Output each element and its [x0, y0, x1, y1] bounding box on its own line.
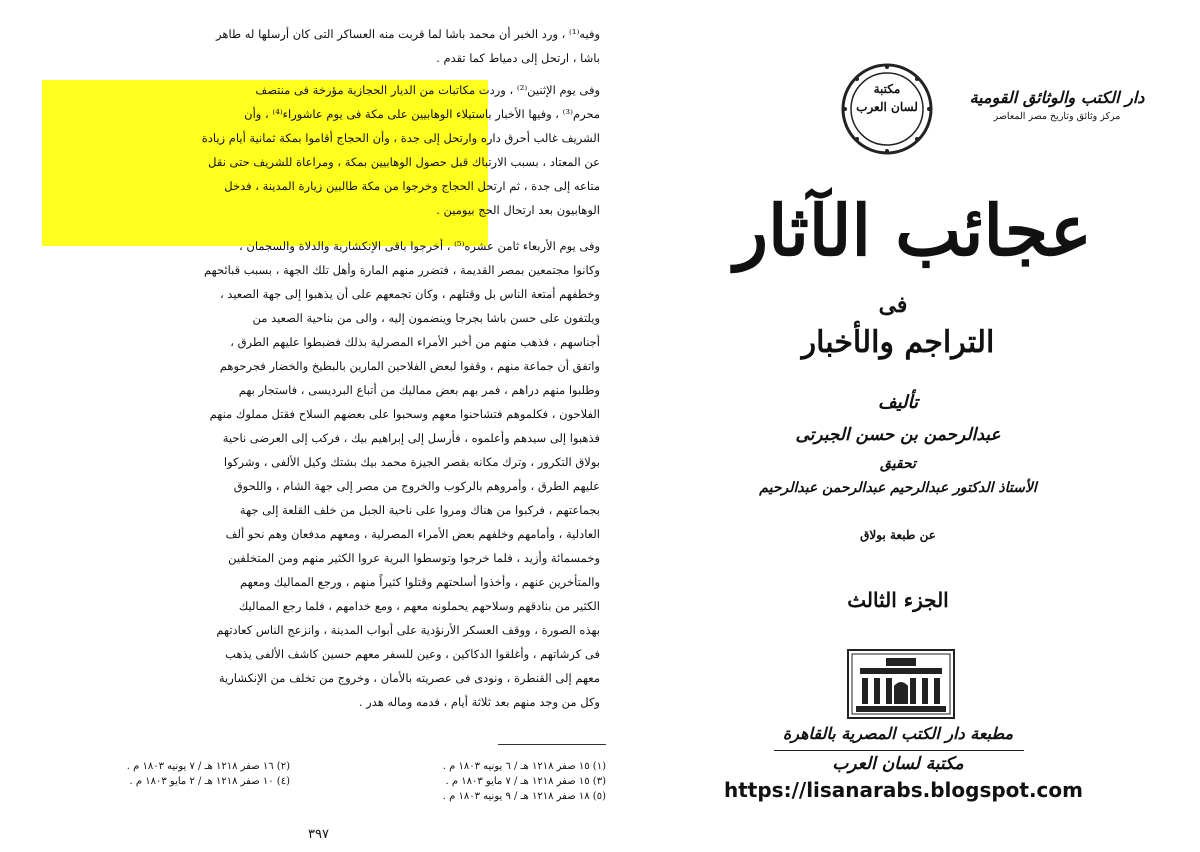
- publisher-subtitle: مركز وثائق وتاريخ مصر المعاصر: [993, 111, 1121, 122]
- publisher-name: دار الكتب والوثائق القومية: [969, 88, 1145, 107]
- text-line: معهم إلى القنطرة ، ونودى فى عصريته بالأمان ، وخروج من تخلف من الإنكشارية: [218, 671, 600, 685]
- website-watermark[interactable]: https://lisanarabs.blogspot.com: [724, 778, 1083, 802]
- text-line: والمتأخرين عنهم ، وأخذوا أسلحتهم وقتلوا كثيراً منهم ، ورجع المماليك ومعهم: [239, 575, 600, 589]
- text-line: وخمسمائة وأزيد ، فلما خرجوا وتوسطوا البرية عروا الكثير منهم ومن المتخلفين: [228, 551, 600, 565]
- seal-line: لسان العرب: [856, 100, 918, 114]
- text-line: العادلية ، وأمامهم وخلفهم بعض الأمراء المصرلية ، ومعهم مدفعان وهم نحو ألف: [225, 527, 600, 541]
- left-text-page: [40, 22, 606, 842]
- text-line: عن المعتاد ، بسبب الارتباك قبل حصول الوهابيين بمكة ، ومراعاة للشريف حتى نقل: [208, 155, 600, 169]
- editing-label: تحقيق: [880, 456, 916, 472]
- footnote: (٥) ١٨ صفر ١٢١٨ هـ / ٩ يونيه ١٨٠٣ م .: [442, 791, 606, 802]
- book-subtitle: التراجم والأخبار: [801, 325, 995, 360]
- text-line: بجماعتهم ، فركبوا من هناك ومروا على ناحية الجبل من خلف القلعة إلى جهة: [239, 503, 600, 517]
- text-line: الوهابيون بعد ارتحال الحج بيومين .: [436, 203, 600, 217]
- text-line: وكانوا مجتمعين بمصر القديمة ، فتضرر منهم المارة وأهل تلك الجهة ، بسبب قبائحهم: [204, 263, 600, 277]
- footnote: (٣) ١٥ صفر ١٢١٨ هـ / ٧ مايو ١٨٠٣ م .: [445, 776, 606, 787]
- authorship-label: تأليف: [877, 392, 919, 413]
- press-name: مطبعة دار الكتب المصرية بالقاهرة: [782, 724, 1014, 743]
- text-line: وخطفهم أمتعة الناس بل وقتلهم ، وكان تجمعهم على أن يذهبوا إلى جهة الصعيد ،: [219, 287, 600, 301]
- text-line: الفلاحون ، فكلموهم فتشاحنوا معهم وسحبوا على بعضهم السلاح فقتل مملوك منهم: [209, 407, 600, 421]
- page-number: ٣٩٧: [308, 827, 329, 842]
- text-line: وفيه⁽¹⁾ ، ورد الخبر أن محمد باشا لما قربت منه العساكر التى كان أرسلها له طاهر: [216, 27, 600, 41]
- text-line: فى كرشاتهم ، وأغلقوا الدكاكين ، وعين للسفر معهم حسين كاشف الألفى يذهب: [225, 647, 600, 661]
- footnote: (٤) ١٠ صفر ١٢١٨ هـ / ٢ مايو ١٨٠٣ م .: [129, 776, 290, 787]
- text-line: وطلبوا منهم دراهم ، فمر بهم بعض مماليك من أتباع البرديسى ، فاستجار بهم: [238, 383, 600, 397]
- footnote: (٢) ١٦ صفر ١٢١٨ هـ / ٧ يونيه ١٨٠٣ م .: [126, 761, 290, 772]
- title-page: [688, 0, 1200, 852]
- text-line: ويلتفون على حسن باشا بجرجا وينضمون إليه ، والى من بناحية الصعيد من: [252, 311, 600, 325]
- press-divider: [774, 750, 1024, 751]
- text-line: عليهم الطرق ، وأمروهم بالركوب والخروج من مصر إلى جهة الشام ، واللحوق: [233, 479, 600, 493]
- text-line: باشا ، ارتحل إلى دمياط كما تقدم .: [436, 51, 600, 65]
- text-line: بهذه الصورة ، ووقف العسكر الأرنؤدية على أبواب المدينة ، وانزعج الناس كعادتهم: [216, 623, 600, 637]
- text-line: وفى يوم الأربعاء ثامن عشره⁽⁵⁾ ، أخرجوا باقى الإنكشارية والدلاة والسجمان ،: [239, 239, 600, 253]
- text-line: وكل من وجد منهم بعد ثلاثة أيام ، فدمه وماله هدر .: [358, 695, 600, 709]
- author-name: عبدالرحمن بن حسن الجبرتى: [795, 425, 1001, 445]
- text-line: بولاق التكرور ، وترك مكانه بقصر الجيزة محمد بيك بشتك وكيل الألفى ، وشركوا: [223, 455, 600, 469]
- publisher-header: [962, 88, 1152, 122]
- library-watermark: مكتبة لسان العرب: [832, 754, 964, 774]
- book-title: عجائب الآثار: [734, 189, 1092, 272]
- building-emblem-icon: [846, 648, 956, 720]
- text-line: فذهبوا إلى سيدهم وأعلموه ، فأرسل إلى إبراهيم بيك ، فركب إلى العرضى ناحية: [222, 431, 600, 445]
- text-line: الشريف غالب أحرق داره وارتحل إلى جدة ، وأن الحجاج أقاموا بمكة ثمانية أيام زيادة: [201, 131, 600, 145]
- paragraph-2-highlighted: [40, 78, 600, 222]
- edition-note: عن طبعة بولاق: [860, 528, 936, 542]
- editor-name: الأستاذ الدكتور عبدالرحيم عبدالرحمن عبدالرحيم: [759, 480, 1037, 496]
- paragraph-1: [40, 22, 600, 70]
- footnote: (١) ١٥ صفر ١٢١٨ هـ / ٦ يونيه ١٨٠٣ م .: [442, 761, 606, 772]
- text-line: محرم⁽³⁾ ، وفيها الأخبار باستيلاء الوهابيين على مكة فى يوم عاشوراء⁽⁴⁾ ، وأن: [244, 107, 600, 121]
- text-line: أجناسهم ، فذهب منهم من أخبر الأمراء المصرلية بذلك فضبطوا عليهم الطرق ،: [230, 335, 600, 349]
- volume-label: الجزء الثالث: [847, 588, 949, 612]
- footnotes-left-column: [60, 759, 290, 789]
- text-line: وفى يوم الإثنين⁽²⁾ ، وردت مكاتبات من الديار الحجازية مؤرخة فى منتصف: [255, 83, 600, 97]
- title-connector: فى: [878, 292, 908, 318]
- seal-line: مكتبة: [873, 82, 901, 96]
- paragraph-3: [40, 234, 600, 714]
- text-line: الكثير من بنادقهم وسلاحهم يحملونه معهم ، ومع خدامهم ، فلما رجع المماليك: [238, 599, 600, 613]
- text-line: واتفق أن جماعة منهم ، وقفوا لبعض الفلاحين المارين بالبطيخ والخضار فجرحوهم: [219, 359, 600, 373]
- text-line: متاعه إلى جدة ، ثم ارتحل الحجاج وخرجوا من مكة طالبين زيارة المدينة ، فدخل: [224, 179, 600, 193]
- seal-text: [840, 80, 934, 116]
- footnotes-right-column: [346, 759, 606, 804]
- footnote-divider: [498, 744, 606, 745]
